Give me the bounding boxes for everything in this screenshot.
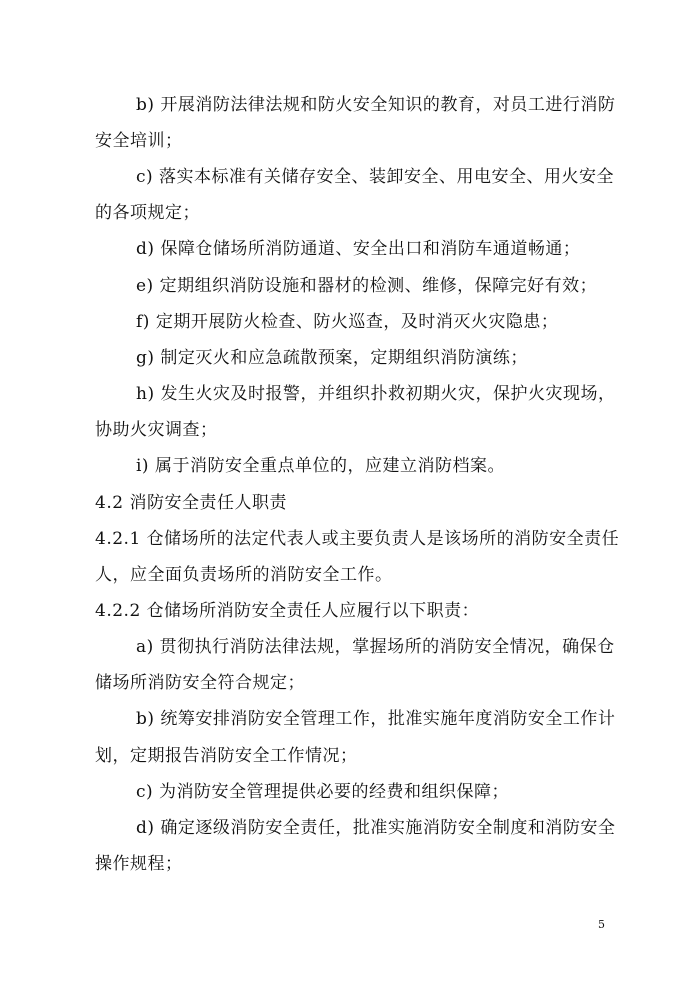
body-text-line: 4.2.2 仓储场所消防安全责任人应履行以下职责： xyxy=(95,601,480,621)
body-text-line: 的各项规定； xyxy=(95,203,200,223)
page-number: 5 xyxy=(598,918,605,931)
body-text-line: i) 属于消防安全重点单位的，应建立消防档案。 xyxy=(136,456,505,476)
body-text-line: b) 统筹安排消防安全管理工作，批准实施年度消防安全工作计 xyxy=(136,709,616,729)
section-heading: 4.2 消防安全责任人职责 xyxy=(95,493,287,513)
body-text-line: e) 定期组织消防设施和器材的检测、维修，保障完好有效； xyxy=(136,276,598,296)
body-text-line: 操作规程； xyxy=(95,854,183,874)
body-text-line: 安全培训； xyxy=(95,131,183,151)
body-text-line: a) 贯彻执行消防法律法规，掌握场所的消防安全情况，确保仓 xyxy=(136,637,615,657)
body-text-line: 划，定期报告消防安全工作情况； xyxy=(95,746,358,766)
body-text-line: d) 确定逐级消防安全责任，批准实施消防安全制度和消防安全 xyxy=(136,818,616,838)
body-text-line: 协助火灾调查； xyxy=(95,420,218,440)
body-text-line: c) 为消防安全管理提供必要的经费和组织保障； xyxy=(136,782,510,802)
body-text-line: f) 定期开展防火检查、防火巡查，及时消灭火灾隐患； xyxy=(136,312,559,332)
body-text-line: d) 保障仓储场所消防通道、安全出口和消防车通道畅通； xyxy=(136,239,581,259)
body-text-line: 储场所消防安全符合规定； xyxy=(95,673,305,693)
body-text-line: h) 发生火灾及时报警，并组织扑救初期火灾，保护火灾现场， xyxy=(136,384,616,404)
body-text-line: 4.2.1 仓储场所的法定代表人或主要负责人是该场所的消防安全责任 xyxy=(95,529,620,549)
body-text-line: b) 开展消防法律法规和防火安全知识的教育，对员工进行消防 xyxy=(136,95,616,115)
body-text-line: c) 落实本标准有关储存安全、装卸安全、用电安全、用火安全 xyxy=(136,167,615,187)
body-text-line: 人，应全面负责场所的消防安全工作。 xyxy=(95,565,393,585)
body-text-line: g) 制定灭火和应急疏散预案，定期组织消防演练； xyxy=(136,348,528,368)
